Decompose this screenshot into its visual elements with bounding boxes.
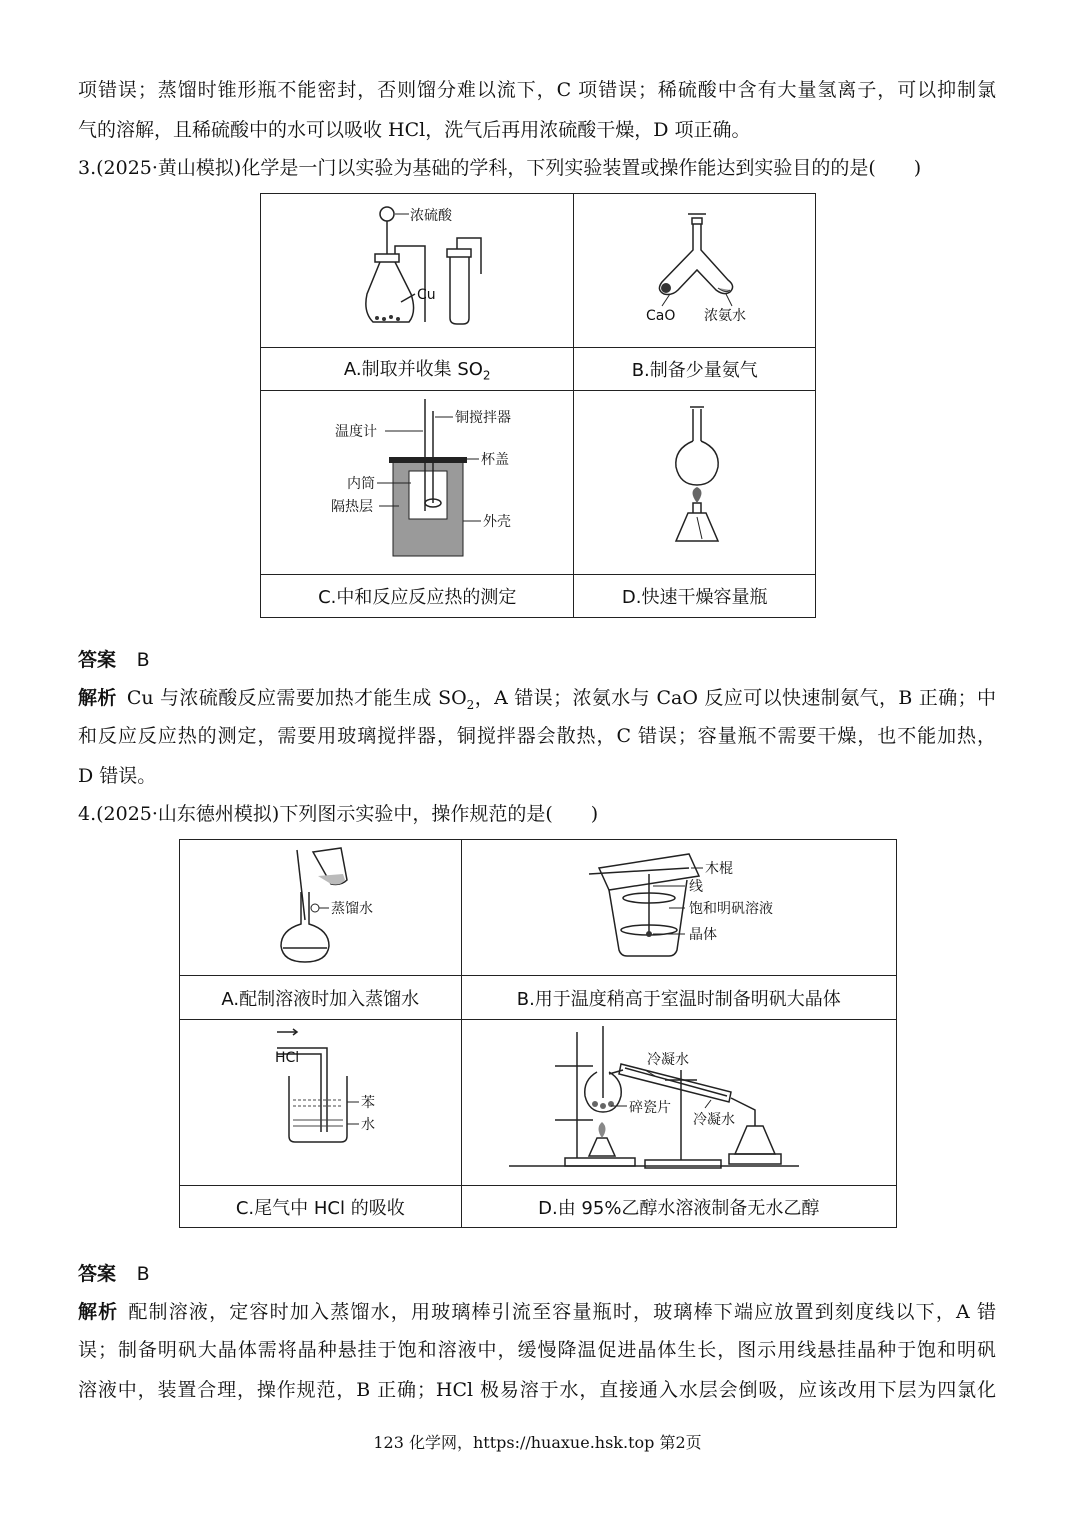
label-benzene: 苯 [361,1095,376,1111]
q3-figure-c [261,391,574,575]
q4-analysis-label: 解析 [78,1301,119,1323]
calorimeter-figure [267,391,567,569]
q3-options-table [260,193,816,618]
page-footer: 123 化学网，https://huaxue.hsk.top 第2页 [373,1433,702,1452]
q4-figure-a [180,840,462,976]
label-crystal: 晶体 [688,927,717,943]
q3-analysis-line-3: D 错误。 [78,765,157,787]
label-saturated-alum-solution: 饱和明矾溶液 [688,901,773,917]
sulfur-dioxide-apparatus-figure [267,194,567,342]
q4-options-table [179,839,897,1228]
q3-answer-label: 答案 [78,649,117,671]
q3-figure-a [261,194,574,348]
q4-stem: 4.(2025·山东德州模拟)下列图示实验中，操作规范的是( ) [78,803,599,825]
volumetric-flask-filling-figure [185,840,455,970]
q4-answer-value: B [136,1263,150,1285]
label-outer-shell: 外壳 [483,514,512,530]
q4-caption-d: D.由 95%乙醇水溶液制备无水乙醇 [461,1186,896,1228]
q4-answer-label: 答案 [78,1263,117,1285]
q3-analysis-line-1 [78,686,996,717]
label-thermometer: 温度计 [335,424,378,440]
q3-analysis-sub: 2 [466,697,475,712]
label-cooling-water-in: 冷凝水 [692,1112,735,1128]
label-thread: 线 [688,879,703,895]
q3-answer-row [78,648,150,672]
ammonia-y-tube-figure [580,194,810,342]
q3-analysis-text-1a: Cu 与浓硫酸反应需要加热才能生成 SO [126,687,467,709]
label-inner-cylinder: 内筒 [347,476,376,492]
volumetric-flask-heating-figure [580,391,810,569]
q3-figure-b [574,194,816,348]
intro-line-1: 项错误；蒸馏时锥形瓶不能密封，否则馏分难以流下，C 项错误；稀硫酸中含有大量氢离子，可以抑制氯 [78,79,996,101]
q4-figure-c [180,1020,462,1186]
q4-caption-a: A.配制溶液时加入蒸馏水 [180,976,462,1020]
label-distilled-water: 蒸馏水 [331,901,374,917]
alum-crystal-figure [469,840,889,970]
q4-analysis-line-1 [78,1300,996,1324]
label-hcl: HCl [275,1050,300,1066]
label-wooden-stick: 木棍 [704,861,733,877]
q4-answer-row [78,1262,150,1286]
q3-answer-value: B [136,649,150,671]
q3-analysis-text-1b: ，A 错误；浓氨水与 CaO 反应可以快速制氨气，B 正确；中 [474,687,996,709]
q3-caption-a-text: A.制取并收集 SO [343,359,483,381]
q3-analysis-line-2: 和反应反应热的测定，需要用玻璃搅拌器，铜搅拌器会散热，C 错误；容量瓶不需要干燥，也不能加热， [78,725,996,747]
q3-caption-c: C.中和反应反应热的测定 [261,575,574,618]
label-boiling-chips: 碎瓷片 [628,1100,671,1116]
q4-analysis-line-3: 溶液中，装置合理，操作规范，B 正确；HCl 极易溶于水，直接通入水层会倒吸，应该改用下层为四氯化 [78,1379,996,1401]
label-conc-sulfuric-acid: 浓硫酸 [410,208,453,224]
intro-line-2: 气的溶解，且稀硫酸中的水可以吸收 HCl，洗气后再用浓硫酸干燥，D 项正确。 [78,119,751,141]
q3-stem: 3.(2025·黄山模拟)化学是一门以实验为基础的学科，下列实验装置或操作能达到实验目的的是( ) [78,157,922,179]
q3-caption-b: B.制备少量氨气 [574,348,816,391]
q4-caption-c: C.尾气中 HCl 的吸收 [180,1186,462,1228]
distillation-figure [469,1020,889,1180]
label-water: 水 [361,1117,376,1133]
q3-caption-a-sub: 2 [482,368,491,383]
label-lid: 杯盖 [481,452,510,468]
label-copper-stirrer: 铜搅拌器 [455,410,512,426]
label-cao: CaO [645,308,676,324]
label-conc-ammonia: 浓氨水 [703,308,746,324]
q3-caption-a [261,348,574,391]
q4-figure-d [461,1020,896,1186]
q4-analysis-line-2: 误；制备明矾大晶体需将晶种悬挂于饱和溶液中，缓慢降温促进晶体生长，图示用线悬挂晶种于饱和明矾 [78,1339,996,1361]
label-cu: Cu [417,287,436,303]
q3-analysis-label: 解析 [78,687,117,709]
q4-analysis-text-1: 配制溶液，定容时加入蒸馏水，用玻璃棒引流至容量瓶时，玻璃棒下端应放置到刻度线以下，A 错 [128,1301,996,1323]
label-insulation-layer: 隔热层 [331,499,374,515]
hcl-absorption-figure [185,1020,455,1180]
label-cooling-water-out: 冷凝水 [646,1052,689,1068]
q4-figure-b [461,840,896,976]
q4-caption-b: B.用于温度稍高于室温时制备明矾大晶体 [461,976,896,1020]
q3-caption-d: D.快速干燥容量瓶 [574,575,816,618]
q3-figure-d [574,391,816,575]
